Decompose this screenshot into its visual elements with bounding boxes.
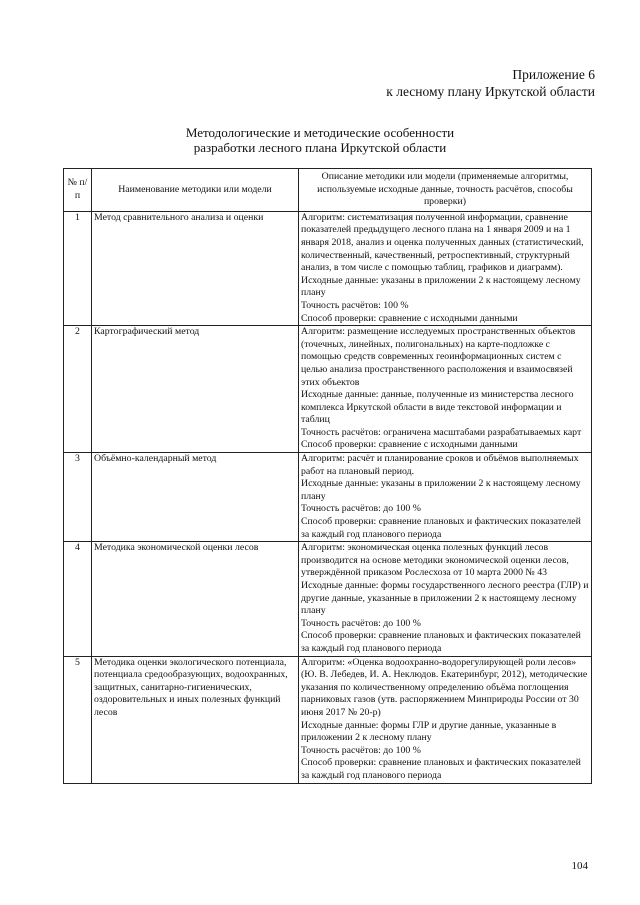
table-body bbox=[64, 211, 592, 783]
description-line: Способ проверки: сравнение плановых и фактических показателей за каждый год планового периода bbox=[301, 757, 581, 781]
page-number: 104 bbox=[571, 860, 588, 872]
table-row bbox=[64, 542, 592, 656]
document-title-line-1: Методологические и методические особенности bbox=[185, 125, 455, 140]
row-number: 4 bbox=[64, 542, 92, 656]
row-number: 5 bbox=[64, 656, 92, 783]
method-name: Картографический метод bbox=[92, 326, 299, 453]
header-number: № п/ п bbox=[64, 169, 92, 212]
description-line: Способ проверки: сравнение плановых и фактических показателей за каждый год планового периода bbox=[301, 516, 581, 540]
header-method-description: Описание методики или модели (применяемые алгоритмы, используемые исходные данные, точность расчётов, способы проверки) bbox=[299, 169, 592, 212]
description-line: Исходные данные: указаны в приложении 2 к настоящему лесному плану bbox=[301, 274, 581, 299]
document-title bbox=[0, 125, 640, 155]
description-line: Исходные данные: формы государственного лесного реестра (ГЛР) и другие данные, указанные в приложении 2 к настоящему лесному плану bbox=[301, 580, 589, 617]
method-description bbox=[299, 326, 592, 453]
method-name: Метод сравнительного анализа и оценки bbox=[92, 211, 299, 325]
row-number: 1 bbox=[64, 211, 92, 325]
description-line: Исходные данные: данные, полученные из министерства лесного комплекса Иркутской области в виде текстовой информации и таблиц bbox=[301, 389, 574, 426]
description-line: Точность расчётов: до 100 % bbox=[301, 503, 421, 515]
method-description bbox=[299, 453, 592, 542]
table-row bbox=[64, 211, 592, 325]
description-line: Алгоритм: расчёт и планирование сроков и объёмов выполняемых работ на плановый период. bbox=[301, 453, 579, 477]
table-row bbox=[64, 453, 592, 542]
header-method-name: Наименование методики или модели bbox=[92, 169, 299, 212]
description-line: Алгоритм: размещение исследуемых пространственных объектов (точечных, линейных, полигональных) на карте-подложке с помощью средств современных геоинформационных систем с целью анализа пространственного расположения и взаимосвязей этих объектов bbox=[301, 326, 576, 388]
appendix-heading bbox=[386, 66, 595, 100]
table-row bbox=[64, 326, 592, 453]
description-line: Алгоритм: систематизация полученной информации, сравнение показателей предыдущего лесного плана на 1 января 2009 и на 1 января 2018, анализ и оценка полученных данных (статистический, количественный, качественный, ретроспективный, структурный анализ, в том числе с помощью таблиц, графиков и диаграмм). bbox=[301, 211, 584, 274]
description-line: Точность расчётов: до 100 % bbox=[301, 617, 421, 629]
method-description bbox=[299, 656, 592, 783]
description-line: Способ проверки: сравнение плановых и фактических показателей за каждый год планового периода bbox=[301, 630, 581, 654]
methods-table bbox=[63, 168, 592, 784]
description-line: Точность расчётов: 100 % bbox=[301, 299, 409, 311]
table-header-row bbox=[64, 169, 592, 212]
table-row bbox=[64, 656, 592, 783]
row-number: 3 bbox=[64, 453, 92, 542]
description-line: Алгоритм: экономическая оценка полезных функций лесов производится на основе методики экономической оценки лесов, утверждённой приказом Рослесхоза от 10 марта 2000 № 43 bbox=[301, 542, 569, 579]
row-number: 2 bbox=[64, 326, 92, 453]
description-line: Исходные данные: указаны в приложении 2 к настоящему лесному плану bbox=[301, 478, 581, 502]
description-line: Способ проверки: сравнение с исходными данными bbox=[301, 312, 518, 324]
method-description bbox=[299, 211, 592, 325]
description-line: Алгоритм: «Оценка водоохранно-водорегулирующей роли лесов» (Ю. В. Лебедев, И. А. Неклюдов. Екатеринбург, 2012), методические указания по количественному определению объёма поглощения парниковых газов (утв. распоряжением Минприроды России от 30 июня 2017 № 20-р) bbox=[301, 656, 588, 718]
appendix-title: Приложение 6 bbox=[512, 67, 595, 82]
appendix-subtitle: к лесному плану Иркутской области bbox=[386, 84, 595, 99]
document-title-line-2: разработки лесного плана Иркутской области bbox=[193, 140, 447, 155]
method-name: Методика экономической оценки лесов bbox=[92, 542, 299, 656]
description-line: Точность расчётов: ограничена масштабами разрабатываемых карт bbox=[301, 426, 582, 438]
method-name: Объёмно-календарный метод bbox=[92, 453, 299, 542]
description-line: Точность расчётов: до 100 % bbox=[301, 744, 421, 756]
method-description bbox=[299, 542, 592, 656]
description-line: Способ проверки: сравнение с исходными данными bbox=[301, 439, 518, 451]
description-line: Исходные данные: формы ГЛР и другие данные, указанные в приложении 2 к лесному плану bbox=[301, 719, 557, 744]
method-name: Методика оценки экологического потенциала, потенциала средообразующих, водоохранных, защитных, санитарно-гигиенических, оздоровительных и иных полезных функций лесов bbox=[92, 656, 299, 783]
